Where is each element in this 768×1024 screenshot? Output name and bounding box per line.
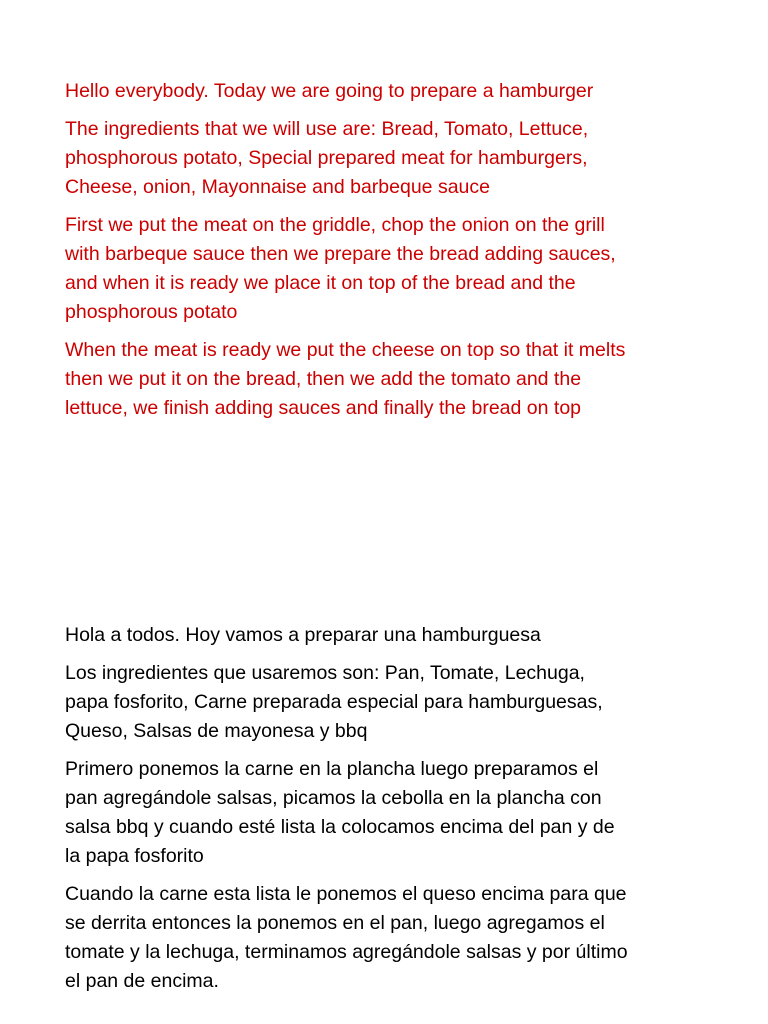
english-ingredients-paragraph: The ingredients that we will use are: Bread, Tomato, Lettuce, phosphorous potato, Special prepared meat for hamburgers, Cheese, onion, Mayonnaise and barbeque sauce (65, 118, 589, 198)
spanish-ingredients-paragraph: Los ingredientes que usaremos son: Pan, Tomate, Lechuga, papa fosforito, Carne preparada especial para hamburguesas, Queso, Salsas de mayonesa y bbq (65, 662, 603, 742)
spanish-steps-paragraph: Primero ponemos la carne en la plancha luego preparamos el pan agregándole salsas, picamos la cebolla en la plancha con salsa bbq y cuando esté lista la colocamos encima del pan y de la papa fosforito (65, 758, 615, 867)
spanish-recipe-section (65, 621, 725, 1005)
spanish-intro-paragraph: Hola a todos. Hoy vamos a preparar una hamburguesa (65, 624, 541, 646)
english-recipe-section (65, 77, 725, 432)
spanish-finish-paragraph: Cuando la carne esta lista le ponemos el queso encima para que se derrita entonces la ponemos en el pan, luego agregamos el tomate y la lechuga, terminamos agregándole salsas y por último el pan de encima. (65, 883, 628, 992)
english-finish-paragraph: When the meat is ready we put the cheese on top so that it melts then we put it on the bread, then we add the tomato and the lettuce, we finish adding sauces and finally the bread on top (65, 339, 626, 419)
english-steps-paragraph: First we put the meat on the griddle, chop the onion on the grill with barbeque sauce then we prepare the bread adding sauces, and when it is ready we place it on top of the bread and the phosphorous potato (65, 214, 616, 323)
english-intro-paragraph: Hello everybody. Today we are going to prepare a hamburger (65, 80, 594, 102)
